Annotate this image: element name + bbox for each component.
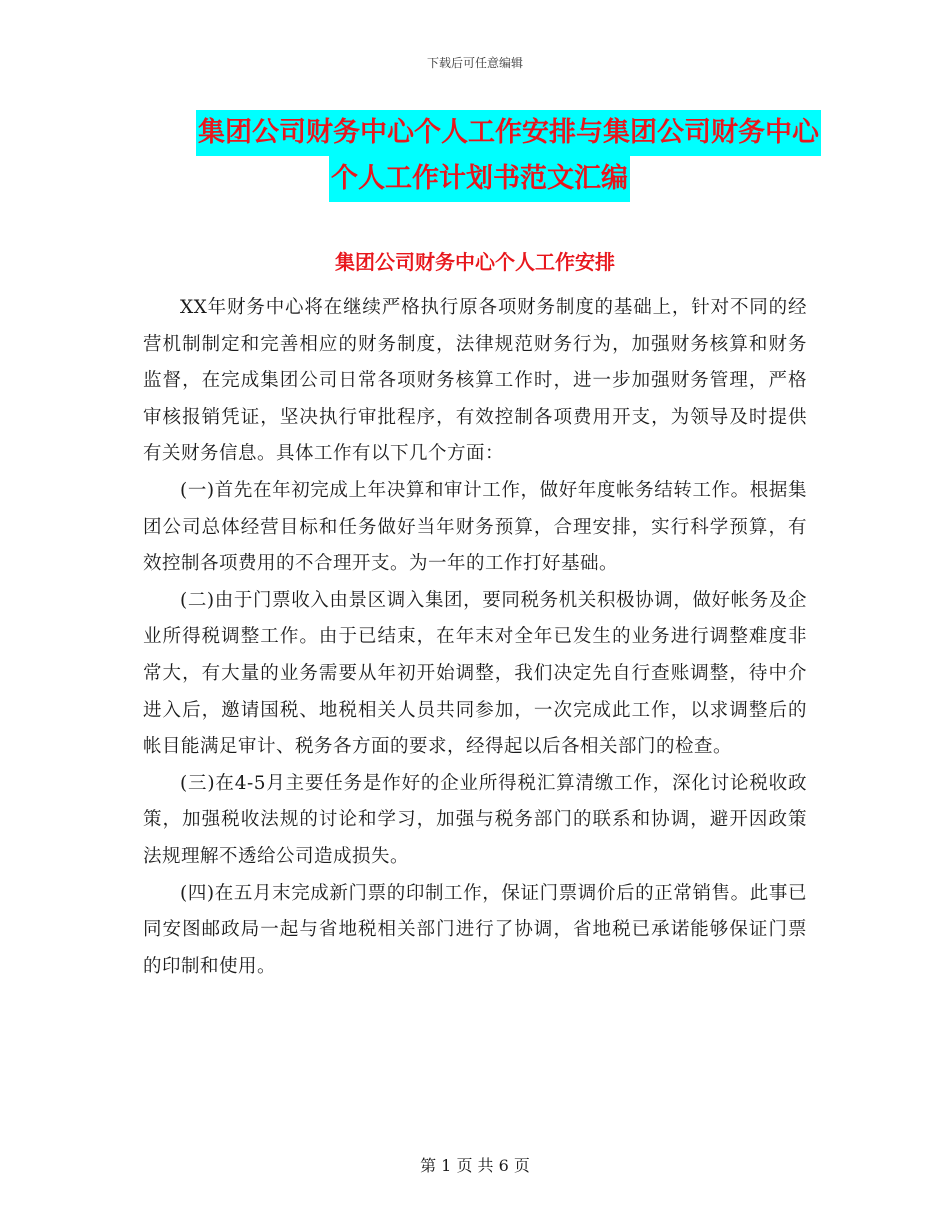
paragraph-intro: XX年财务中心将在继续严格执行原各项财务制度的基础上，针对不同的经营机制制定和完善相应的财务制度，法律规范财务行为，加强财务核算和财务监督，在完成集团公司日常各项财务核算工作时，进一步加强财务管理，严格审核报销凭证，坚决执行审批程序，有效控制各项费用开支，为领导及时提供有关财务信息。具体工作有以下几个方面：	[143, 297, 807, 465]
section-heading: 集团公司财务中心个人工作安排	[335, 250, 615, 274]
body-content	[143, 290, 807, 985]
document-title	[196, 110, 819, 202]
page-number: 第 1 页 共 6 页	[420, 1156, 530, 1175]
title-line-1: 集团公司财务中心个人工作安排与集团公司财务中心	[196, 110, 821, 156]
paragraph-item-2: (二)由于门票收入由景区调入集团，要同税务机关积极协调，做好帐务及企业所得税调整工作。由于已结束，在年末对全年已发生的业务进行调整难度非常大，有大量的业务需要从年初开始调整，我们决定先自行查账调整，待中介进入后，邀请国税、地税相关人员共同参加，一次完成此工作，以求调整后的帐目能满足审计、税务各方面的要求，经得起以后各相关部门的检查。	[143, 589, 807, 758]
title-line-2: 个人工作计划书范文汇编	[329, 156, 630, 202]
paragraph-item-1: (一)首先在年初完成上年决算和审计工作，做好年度帐务结转工作。根据集团公司总体经营目标和任务做好当年财务预算，合理安排，实行科学预算，有效控制各项费用的不合理开支。为一年的工作打好基础。	[143, 479, 807, 575]
paragraph-item-3: (三)在4-5月主要任务是作好的企业所得税汇算清缴工作，深化讨论税收政策，加强税收法规的讨论和学习，加强与税务部门的联系和协调，避开因政策法规理解不透给公司造成损失。	[143, 772, 807, 867]
paragraph-item-4: (四)在五月末完成新门票的印制工作，保证门票调价后的正常销售。此事已同安图邮政局一起与省地税相关部门进行了协调，省地税已承诺能够保证门票的印制和使用。	[143, 882, 807, 977]
header-note: 下载后可任意编辑	[426, 56, 523, 70]
